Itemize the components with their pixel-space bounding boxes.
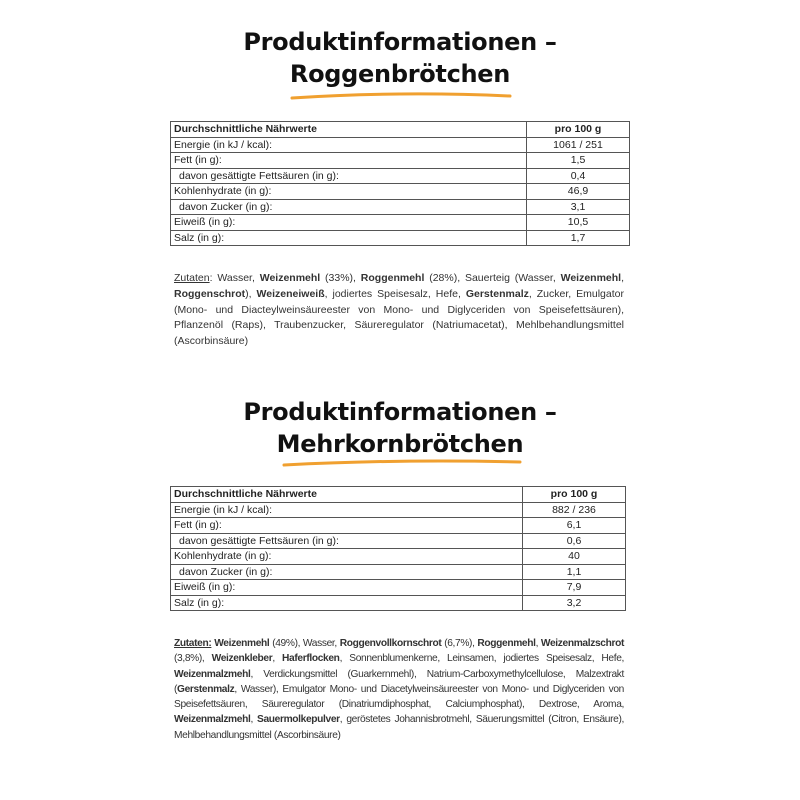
header-label: Durchschnittliche Nährwerte [171, 487, 523, 503]
table-row [171, 137, 630, 153]
ingredient-text: , Sonnenblumenkerne, Leinsamen, jodiertes Speisesalz, Hefe, [339, 653, 625, 665]
ingredient-allergen: Gerstenmalz [465, 287, 529, 300]
row-label: davon Zucker (in g): [171, 199, 527, 215]
table-row [171, 518, 626, 534]
row-value: 7,9 [523, 580, 626, 596]
nutrition-table [170, 121, 630, 246]
row-value: 6,1 [523, 518, 626, 534]
title-line-2: Roggenbrötchen [289, 60, 511, 88]
ingredient-allergen: Weizeneiweiß [256, 287, 325, 300]
row-label: Energie (in kJ / kcal): [171, 502, 523, 518]
product-title [0, 396, 800, 460]
table-row [171, 533, 626, 549]
ingredient-text: , [250, 714, 258, 726]
header-value: pro 100 g [527, 122, 630, 138]
row-label: Fett (in g): [171, 153, 527, 169]
row-value: 46,9 [527, 184, 630, 200]
ingredients-label: Zutaten [174, 272, 210, 284]
ingredient-allergen: Roggenschrot [174, 287, 246, 300]
ingredient-allergen: Sauermolkepulver [257, 714, 340, 726]
title-line-1: Produktinformationen – [243, 398, 557, 426]
table-row [171, 564, 626, 580]
ingredient-allergen: Roggenmehl [360, 272, 425, 284]
row-label: Energie (in kJ / kcal): [171, 137, 527, 153]
ingredient-text: (49%), Wasser, [269, 638, 340, 649]
row-label: davon gesättigte Fettsäuren (in g): [171, 168, 527, 184]
title-underline-swoosh [0, 456, 800, 470]
row-value: 1,7 [527, 230, 630, 246]
table-row [171, 215, 630, 231]
row-value: 882 / 236 [523, 502, 626, 518]
table-row [171, 595, 626, 611]
table-header-row [171, 487, 626, 503]
ingredient-text: , [621, 272, 625, 284]
ingredient-allergen: Haferflocken [282, 653, 340, 665]
ingredient-text: (33%), [320, 272, 361, 284]
ingredient-text: , geröstetes Johannisbrotmehl, Säuerungsmittel (Citron, Ensäure), Mehlbehandlungsmittel (Ascorbinsäure) [174, 714, 625, 741]
row-value: 0,4 [527, 168, 630, 184]
table-row [171, 168, 630, 184]
ingredient-allergen: Weizenmalzmehl [174, 668, 251, 680]
row-label: Eiweiß (in g): [171, 580, 523, 596]
title-line-2: Mehrkornbrötchen [276, 430, 524, 458]
table-header-row [171, 122, 630, 138]
row-value: 3,2 [523, 595, 626, 611]
ingredient-text: , Zucker, Emulgator (Mono- und Diacteylweinsäureester von Mono- und Diglyceriden von Speisefettsäuren), Pflanzenöl (Raps), Traubenzucker, Säureregulator (Natriumacetat), Mehlbehandlungsmittel (Ascorbinsäure) [174, 287, 624, 348]
swoosh-stroke [284, 461, 520, 465]
ingredients-label: Zutaten: [174, 638, 212, 649]
row-label: davon gesättigte Fettsäuren (in g): [171, 533, 523, 549]
table-row [171, 549, 626, 565]
ingredient-allergen: Weizenmehl [560, 272, 622, 284]
title-line-1: Produktinformationen – [243, 28, 557, 56]
table-row [171, 153, 630, 169]
ingredient-allergen: Gerstenmalz [177, 683, 235, 695]
ingredient-allergen: Roggenvollkornschrot [339, 638, 442, 649]
ingredient-allergen: Weizenmalzschrot [540, 638, 624, 649]
product-title [0, 26, 800, 90]
table-row [171, 199, 630, 215]
ingredient-allergen: Weizenmalzmehl [174, 714, 251, 726]
row-label: davon Zucker (in g): [171, 564, 523, 580]
ingredient-text: , [272, 653, 283, 665]
ingredient-text: , Verdickungsmittel (Guarkernmehl), Natrium-Carboxymethylcellulose, Malzextrakt ( [174, 668, 624, 695]
row-label: Eiweiß (in g): [171, 215, 527, 231]
row-value: 1,1 [523, 564, 626, 580]
row-label: Salz (in g): [171, 230, 527, 246]
ingredient-text: , [535, 638, 541, 649]
ingredient-text: ), [245, 287, 257, 300]
swoosh-stroke [292, 94, 510, 98]
ingredient-allergen: Roggenmehl [477, 638, 536, 649]
row-value: 0,6 [523, 533, 626, 549]
row-label: Salz (in g): [171, 595, 523, 611]
ingredient-text: (6,7%), [441, 638, 478, 649]
ingredient-text: , Wasser), Emulgator Mono- und Diacetylweinsäureester von Mono- und Diglyceriden von Speisefettsäuren, Säureregulator (Dinatriumdiphosphat, Calciumphosphat), Dextrose, Aroma, [174, 683, 624, 711]
row-label: Kohlenhydrate (in g): [171, 184, 527, 200]
header-label: Durchschnittliche Nährwerte [171, 122, 527, 138]
ingredient-allergen: Weizenkleber [211, 653, 273, 665]
ingredient-text: (3,8%), [174, 653, 212, 665]
table-row [171, 230, 630, 246]
ingredient-allergen: Weizenmehl [214, 638, 270, 649]
ingredient-allergen: Weizenmehl [259, 272, 321, 284]
ingredients-text [174, 271, 624, 350]
row-value: 1061 / 251 [527, 137, 630, 153]
table-row [171, 184, 630, 200]
header-value: pro 100 g [523, 487, 626, 503]
nutrition-table [170, 486, 626, 611]
title-underline-swoosh [0, 90, 800, 104]
row-value: 3,1 [527, 199, 630, 215]
ingredient-text: (28%), Sauerteig (Wasser, [424, 272, 561, 284]
table-row [171, 502, 626, 518]
table-row [171, 580, 626, 596]
ingredient-text: , jodiertes Speisesalz, Hefe, [324, 287, 466, 300]
row-value: 10,5 [527, 215, 630, 231]
row-label: Fett (in g): [171, 518, 523, 534]
row-label: Kohlenhydrate (in g): [171, 549, 523, 565]
row-value: 40 [523, 549, 626, 565]
row-value: 1,5 [527, 153, 630, 169]
ingredients-text [174, 636, 624, 743]
ingredient-text: : Wasser, [209, 272, 260, 284]
